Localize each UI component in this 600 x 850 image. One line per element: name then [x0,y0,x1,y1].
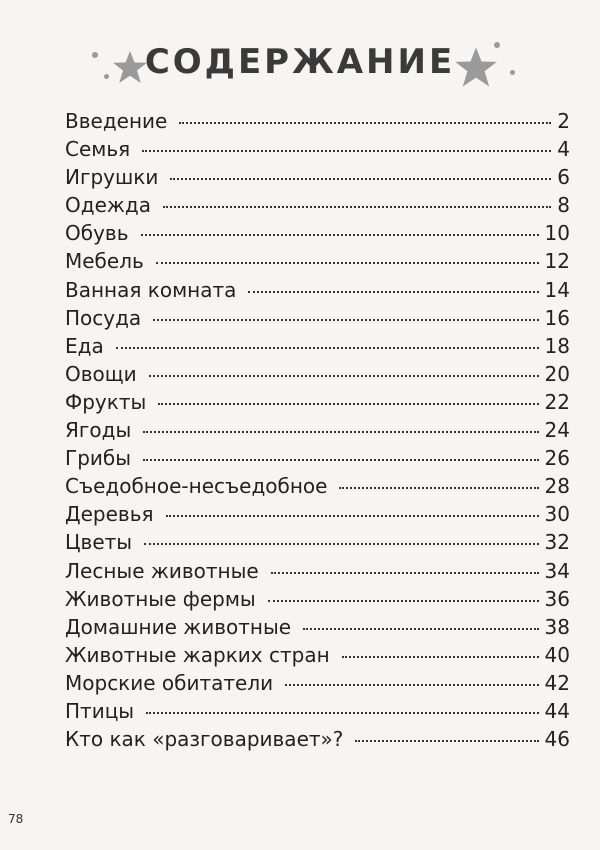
dot-decoration [510,70,515,75]
toc-entry[interactable] [65,390,570,418]
dot-leader [285,684,538,686]
toc-entry-label: Домашние животные [65,614,292,639]
toc-entry-label: Деревья [65,502,154,527]
dot-leader [303,628,538,630]
toc-entry-page: 4 [557,137,570,162]
dot-leader [170,178,551,180]
toc-entry-page: 8 [557,193,570,218]
toc-entry-page: 28 [544,474,570,499]
dot-leader [149,375,539,377]
toc-entry-label: Животные фермы [65,586,256,611]
dot-leader [144,543,538,545]
toc-entry-page: 44 [544,698,570,723]
toc-entry-label: Семья [65,137,131,162]
toc-entry-page: 26 [544,446,570,471]
toc-entry-label: Грибы [65,446,132,471]
toc-entry-label: Кто как «разговаривает»? [65,727,344,752]
toc-entry-label: Мебель [65,249,144,274]
toc-entry[interactable] [65,137,570,165]
dot-leader [141,234,539,236]
toc-entry-page: 20 [544,361,570,386]
toc-entry-label: Овощи [65,361,137,386]
toc-entry[interactable] [65,109,570,137]
dot-leader [143,459,539,461]
toc-entry[interactable] [65,615,570,643]
page-number: 78 [8,812,24,826]
dot-leader [271,572,539,574]
dot-leader [153,319,538,321]
toc-entry-page: 30 [544,502,570,527]
dot-leader [158,403,538,405]
toc-entry-label: Съедобное-несъедобное [65,474,328,499]
toc-entry-label: Фрукты [65,389,147,414]
toc-entry-page: 24 [544,418,570,443]
dot-leader [268,600,539,602]
toc-entry-label: Ягоды [65,418,132,443]
toc-entry[interactable] [65,278,570,306]
toc-entry[interactable] [65,643,570,671]
toc-entry-page: 2 [557,109,570,133]
dot-leader [156,262,539,264]
toc-entry[interactable] [65,193,570,221]
toc-entry-label: Еда [65,333,104,358]
toc-entry-label: Морские обитатели [65,670,274,695]
dot-leader [142,150,551,152]
toc-entry[interactable] [65,559,570,587]
toc-entry-page: 12 [544,249,570,274]
toc-entry-label: Птицы [65,698,135,723]
toc-entry-page: 18 [544,333,570,358]
toc-entry-page: 46 [544,727,570,752]
toc-entry-page: 34 [544,558,570,583]
dot-leader [146,712,538,714]
toc-entry-label: Лесные животные [65,558,259,583]
toc-entry-label: Ванная комната [65,277,237,302]
toc-entry-page: 40 [544,642,570,667]
toc-entry[interactable] [65,334,570,362]
toc-entry-label: Обувь [65,221,129,246]
toc-entry-page: 14 [544,277,570,302]
toc-entry[interactable] [65,474,570,502]
toc-entry[interactable] [65,446,570,474]
dot-leader [116,347,539,349]
toc-entry[interactable] [65,362,570,390]
toc-entry[interactable] [65,502,570,530]
toc-entry-label: Цветы [65,530,133,555]
toc-entry-page: 10 [544,221,570,246]
dot-leader [339,487,538,489]
header [0,38,600,98]
toc-entry[interactable] [65,587,570,615]
toc-entry-page: 38 [544,614,570,639]
dot-leader [179,122,551,124]
star-icon [454,46,498,88]
toc-entry[interactable] [65,306,570,334]
toc-entry-page: 22 [544,389,570,414]
toc-entry[interactable] [65,418,570,446]
dot-leader [166,515,539,517]
toc-entry-page: 42 [544,670,570,695]
dot-leader [163,206,551,208]
dot-leader [143,431,538,433]
toc-entry[interactable] [65,671,570,699]
table-of-contents [65,109,570,755]
toc-entry-page: 36 [544,586,570,611]
toc-entry-label: Одежда [65,193,151,218]
toc-entry[interactable] [65,165,570,193]
toc-entry-page: 32 [544,530,570,555]
toc-entry[interactable] [65,530,570,558]
toc-entry[interactable] [65,727,570,755]
toc-entry-label: Животные жарких стран [65,642,330,667]
toc-entry-page: 6 [557,165,570,190]
toc-entry-label: Посуда [65,305,142,330]
toc-entry[interactable] [65,221,570,249]
toc-entry-label: Введение [65,109,168,133]
page-title: СОДЕРЖАНИЕ [144,42,456,82]
dot-leader [342,656,539,658]
dot-decoration [494,42,500,48]
dot-leader [248,291,538,293]
toc-entry[interactable] [65,249,570,277]
toc-entry-label: Игрушки [65,165,159,190]
dot-leader [355,740,538,742]
toc-entry[interactable] [65,699,570,727]
toc-entry-page: 16 [544,305,570,330]
